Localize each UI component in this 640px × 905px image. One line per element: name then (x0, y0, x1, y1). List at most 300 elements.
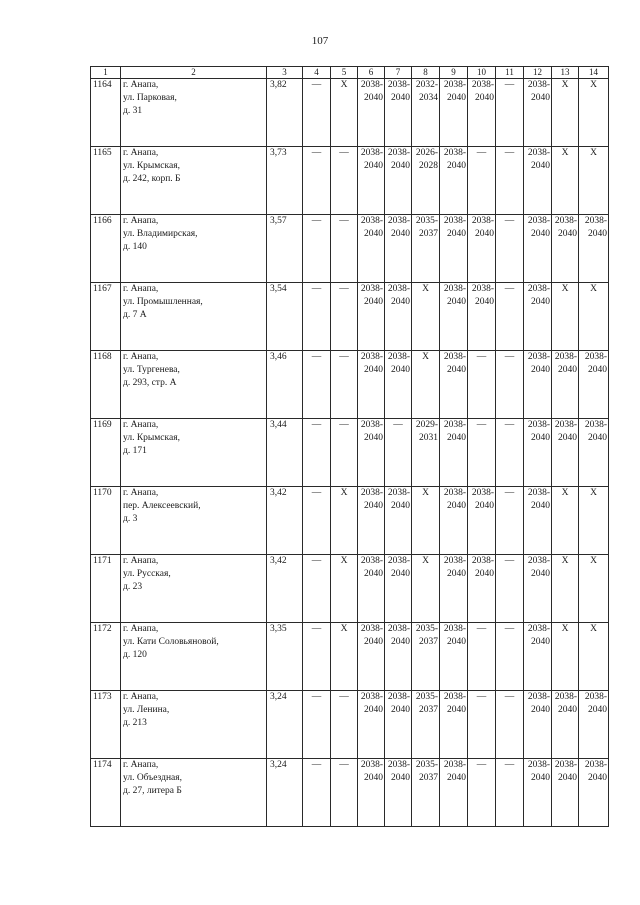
cell-line: ул. Парковая, (123, 93, 177, 103)
cell-line: 2040 (364, 229, 383, 239)
column-header: 9 (440, 67, 468, 79)
period-cell-c12 (524, 419, 552, 487)
cell-line: 2040 (588, 229, 607, 239)
cell-line: 2040 (531, 229, 550, 239)
column-header: 5 (331, 67, 358, 79)
period-cell-c11: — (496, 555, 524, 623)
cell-line: 2038- (360, 556, 383, 566)
value-cell: 3,82 (267, 79, 303, 147)
period-cell-c6 (358, 147, 385, 215)
period-cell-c12 (524, 147, 552, 215)
period-cell-c13 (552, 759, 579, 827)
period-cell-c7 (385, 147, 412, 215)
period-cell-c11: — (496, 759, 524, 827)
period-cell-c8: X (412, 351, 440, 419)
cell-line: 2040 (391, 93, 410, 103)
table-row (91, 759, 609, 827)
cell-line: 2040 (531, 365, 550, 375)
cell-line: 2040 (391, 501, 410, 511)
period-cell-c10: — (468, 147, 496, 215)
table-row (91, 147, 609, 215)
period-cell-c10 (468, 487, 496, 555)
cell-line: 2040 (364, 705, 383, 715)
period-cell-c12 (524, 487, 552, 555)
period-cell-c5: X (331, 79, 358, 147)
address-cell (121, 759, 267, 827)
cell-line: 2035- (415, 216, 438, 226)
address-cell (121, 215, 267, 283)
cell-line: 2038- (360, 352, 383, 362)
cell-line: ул. Владимирская, (123, 229, 198, 239)
cell-line: 2038- (584, 760, 607, 770)
table-body (91, 79, 609, 827)
period-cell-c5: — (331, 215, 358, 283)
cell-line: 2040 (475, 229, 494, 239)
column-header: 10 (468, 67, 496, 79)
table-row (91, 419, 609, 487)
period-cell-c13: X (552, 283, 579, 351)
cell-line: 2040 (391, 297, 410, 307)
cell-line: д. 213 (123, 718, 147, 728)
address-cell (121, 147, 267, 215)
cell-line: 2040 (558, 365, 577, 375)
period-cell-c12 (524, 623, 552, 691)
cell-line: 2038- (527, 80, 550, 90)
period-cell-c4: — (303, 215, 331, 283)
cell-line: г. Анапа, (123, 624, 159, 634)
cell-line: 2038- (360, 624, 383, 634)
period-cell-c9 (440, 623, 468, 691)
cell-line: 2038- (443, 760, 466, 770)
record-number-cell: 1170 (91, 487, 121, 555)
period-cell-c8: X (412, 555, 440, 623)
value-cell: 3,24 (267, 759, 303, 827)
cell-line: 2040 (447, 569, 466, 579)
cell-line: 2038- (471, 80, 494, 90)
period-cell-c8 (412, 419, 440, 487)
period-cell-c7 (385, 351, 412, 419)
period-cell-c5: — (331, 147, 358, 215)
column-header: 4 (303, 67, 331, 79)
cell-line: 2040 (447, 229, 466, 239)
cell-line: 2040 (364, 93, 383, 103)
period-cell-c9 (440, 419, 468, 487)
period-cell-c5: — (331, 351, 358, 419)
cell-line: 2040 (447, 501, 466, 511)
capital-repair-table (90, 66, 609, 827)
period-cell-c4: — (303, 759, 331, 827)
cell-line: 2040 (364, 773, 383, 783)
cell-line: 2038- (527, 420, 550, 430)
cell-line: 2038- (527, 692, 550, 702)
cell-line: 2038- (387, 556, 410, 566)
column-header: 11 (496, 67, 524, 79)
value-cell: 3,35 (267, 623, 303, 691)
period-cell-c8 (412, 623, 440, 691)
period-cell-c6 (358, 215, 385, 283)
cell-line: 2040 (475, 569, 494, 579)
address-cell (121, 623, 267, 691)
cell-line: 2040 (447, 773, 466, 783)
cell-line: 2038- (443, 488, 466, 498)
cell-line: 2038- (443, 80, 466, 90)
period-cell-c4: — (303, 555, 331, 623)
cell-line: 2032- (415, 80, 438, 90)
cell-line: 2034 (419, 93, 438, 103)
cell-line: 2040 (391, 637, 410, 647)
period-cell-c14 (579, 691, 609, 759)
cell-line: 2038- (360, 760, 383, 770)
cell-line: 2040 (531, 637, 550, 647)
cell-line: 2040 (364, 365, 383, 375)
cell-line: 2038- (360, 216, 383, 226)
cell-line: 2038- (584, 216, 607, 226)
period-cell-c11: — (496, 623, 524, 691)
cell-line: ул. Тургенева, (123, 365, 180, 375)
period-cell-c4: — (303, 691, 331, 759)
period-cell-c9 (440, 759, 468, 827)
cell-line: д. 171 (123, 446, 147, 456)
cell-line: 2038- (387, 80, 410, 90)
period-cell-c6 (358, 487, 385, 555)
period-cell-c6 (358, 691, 385, 759)
period-cell-c8: X (412, 283, 440, 351)
period-cell-c14 (579, 759, 609, 827)
period-cell-c13: X (552, 79, 579, 147)
cell-line: 2040 (364, 433, 383, 443)
value-cell: 3,73 (267, 147, 303, 215)
period-cell-c9 (440, 147, 468, 215)
period-cell-c10: — (468, 419, 496, 487)
cell-line: 2031 (419, 433, 438, 443)
page-number: 107 (311, 35, 329, 47)
cell-line: 2038- (443, 692, 466, 702)
cell-line: 2038- (443, 624, 466, 634)
cell-line: 2038- (443, 420, 466, 430)
cell-line: г. Анапа, (123, 556, 159, 566)
cell-line: г. Анапа, (123, 216, 159, 226)
cell-line: 2040 (447, 637, 466, 647)
cell-line: 2040 (391, 569, 410, 579)
period-cell-c12 (524, 555, 552, 623)
record-number-cell: 1173 (91, 691, 121, 759)
cell-line: 2040 (531, 569, 550, 579)
column-header: 7 (385, 67, 412, 79)
period-cell-c7 (385, 79, 412, 147)
column-header: 12 (524, 67, 552, 79)
cell-line: 2026- (415, 148, 438, 158)
period-cell-c8 (412, 79, 440, 147)
value-cell: 3,42 (267, 487, 303, 555)
cell-line: 2037 (419, 705, 438, 715)
cell-line: 2038- (584, 352, 607, 362)
cell-line: 2038- (471, 488, 494, 498)
cell-line: 2038- (387, 284, 410, 294)
table-row (91, 555, 609, 623)
value-cell: 3,57 (267, 215, 303, 283)
record-number-cell: 1166 (91, 215, 121, 283)
address-cell (121, 79, 267, 147)
table-row (91, 79, 609, 147)
cell-line: 2038- (471, 284, 494, 294)
cell-line: 2038- (527, 148, 550, 158)
cell-line: д. 23 (123, 582, 143, 592)
address-cell (121, 555, 267, 623)
cell-line: 2040 (447, 161, 466, 171)
cell-line: 2040 (558, 229, 577, 239)
period-cell-c13: X (552, 555, 579, 623)
period-cell-c6 (358, 555, 385, 623)
cell-line: 2038- (527, 624, 550, 634)
period-cell-c11: — (496, 79, 524, 147)
period-cell-c5: — (331, 691, 358, 759)
cell-line: 2038- (471, 556, 494, 566)
cell-line: 2040 (391, 705, 410, 715)
period-cell-c10: — (468, 759, 496, 827)
period-cell-c4: — (303, 79, 331, 147)
period-cell-c7: — (385, 419, 412, 487)
cell-line: 2038- (554, 760, 577, 770)
cell-line: 2038- (387, 624, 410, 634)
period-cell-c7 (385, 487, 412, 555)
period-cell-c13 (552, 215, 579, 283)
cell-line: г. Анапа, (123, 692, 159, 702)
cell-line: 2038- (360, 80, 383, 90)
cell-line: д. 242, корп. Б (123, 174, 181, 184)
period-cell-c7 (385, 283, 412, 351)
period-cell-c11: — (496, 283, 524, 351)
cell-line: 2040 (558, 433, 577, 443)
cell-line: 2038- (584, 420, 607, 430)
period-cell-c14: X (579, 623, 609, 691)
cell-line: 2038- (443, 284, 466, 294)
period-cell-c8 (412, 147, 440, 215)
cell-line: 2040 (475, 93, 494, 103)
cell-line: 2038- (554, 420, 577, 430)
period-cell-c6 (358, 79, 385, 147)
table-row (91, 283, 609, 351)
period-cell-c6 (358, 759, 385, 827)
period-cell-c5: — (331, 419, 358, 487)
period-cell-c9 (440, 79, 468, 147)
record-number-cell: 1168 (91, 351, 121, 419)
period-cell-c4: — (303, 351, 331, 419)
cell-line: 2040 (447, 297, 466, 307)
cell-line: 2040 (531, 705, 550, 715)
cell-line: д. 27, литера Б (123, 786, 182, 796)
period-cell-c5: — (331, 759, 358, 827)
cell-line: 2038- (584, 692, 607, 702)
address-cell (121, 487, 267, 555)
column-header: 14 (579, 67, 609, 79)
address-cell (121, 691, 267, 759)
cell-line: ул. Промышленная, (123, 297, 203, 307)
cell-line: 2038- (443, 352, 466, 362)
cell-line: 2038- (360, 420, 383, 430)
cell-line: ул. Крымская, (123, 433, 180, 443)
record-number-cell: 1171 (91, 555, 121, 623)
record-number-cell: 1164 (91, 79, 121, 147)
table-row (91, 691, 609, 759)
value-cell: 3,44 (267, 419, 303, 487)
value-cell: 3,54 (267, 283, 303, 351)
cell-line: 2038- (527, 284, 550, 294)
period-cell-c14: X (579, 555, 609, 623)
cell-line: 2038- (360, 148, 383, 158)
address-cell (121, 283, 267, 351)
period-cell-c13: X (552, 623, 579, 691)
cell-line: г. Анапа, (123, 352, 159, 362)
cell-line: 2038- (527, 352, 550, 362)
period-cell-c8: X (412, 487, 440, 555)
cell-line: 2038- (443, 556, 466, 566)
period-cell-c8 (412, 215, 440, 283)
cell-line: д. 3 (123, 514, 138, 524)
record-number-cell: 1169 (91, 419, 121, 487)
cell-line: 2040 (391, 365, 410, 375)
cell-line: ул. Крымская, (123, 161, 180, 171)
cell-line: пер. Алексеевский, (123, 501, 201, 511)
cell-line: 2040 (447, 93, 466, 103)
cell-line: 2038- (527, 760, 550, 770)
value-cell: 3,42 (267, 555, 303, 623)
cell-line: 2040 (391, 773, 410, 783)
cell-line: ул. Объездная, (123, 773, 182, 783)
period-cell-c6 (358, 283, 385, 351)
cell-line: 2038- (527, 488, 550, 498)
period-cell-c12 (524, 351, 552, 419)
cell-line: 2040 (588, 433, 607, 443)
table-row (91, 623, 609, 691)
cell-line: 2040 (588, 773, 607, 783)
period-cell-c12 (524, 215, 552, 283)
period-cell-c13 (552, 691, 579, 759)
period-cell-c9 (440, 487, 468, 555)
cell-line: 2038- (554, 692, 577, 702)
period-cell-c11: — (496, 487, 524, 555)
cell-line: г. Анапа, (123, 420, 159, 430)
cell-line: 2040 (447, 365, 466, 375)
column-number-row (91, 67, 609, 79)
period-cell-c11: — (496, 419, 524, 487)
cell-line: 2035- (415, 624, 438, 634)
cell-line: 2040 (364, 297, 383, 307)
cell-line: 2035- (415, 760, 438, 770)
cell-line: 2037 (419, 773, 438, 783)
record-number-cell: 1174 (91, 759, 121, 827)
period-cell-c10: — (468, 691, 496, 759)
column-header: 8 (412, 67, 440, 79)
cell-line: 2038- (554, 352, 577, 362)
cell-line: 2040 (475, 501, 494, 511)
cell-line: 2038- (471, 216, 494, 226)
cell-line: д. 31 (123, 106, 143, 116)
cell-line: 2038- (360, 692, 383, 702)
cell-line: 2038- (527, 216, 550, 226)
period-cell-c10: — (468, 623, 496, 691)
table-row (91, 487, 609, 555)
cell-line: д. 120 (123, 650, 147, 660)
cell-line: д. 7 А (123, 310, 147, 320)
cell-line: 2038- (387, 488, 410, 498)
period-cell-c7 (385, 555, 412, 623)
cell-line: 2040 (475, 297, 494, 307)
cell-line: 2038- (387, 760, 410, 770)
cell-line: 2035- (415, 692, 438, 702)
cell-line: 2040 (558, 705, 577, 715)
cell-line: 2038- (360, 284, 383, 294)
period-cell-c11: — (496, 351, 524, 419)
period-cell-c11: — (496, 215, 524, 283)
cell-line: 2040 (364, 501, 383, 511)
period-cell-c6 (358, 351, 385, 419)
cell-line: 2040 (391, 161, 410, 171)
cell-line: 2038- (443, 148, 466, 158)
cell-line: 2040 (588, 705, 607, 715)
cell-line: ул. Кати Соловьяновой, (123, 637, 219, 647)
period-cell-c13: X (552, 487, 579, 555)
cell-line: 2040 (391, 229, 410, 239)
period-cell-c5: X (331, 555, 358, 623)
cell-line: 2038- (387, 148, 410, 158)
cell-line: д. 293, стр. А (123, 378, 177, 388)
address-cell (121, 419, 267, 487)
period-cell-c14 (579, 351, 609, 419)
period-cell-c4: — (303, 623, 331, 691)
column-header: 3 (267, 67, 303, 79)
cell-line: г. Анапа, (123, 80, 159, 90)
period-cell-c4: — (303, 147, 331, 215)
period-cell-c14 (579, 419, 609, 487)
period-cell-c4: — (303, 487, 331, 555)
period-cell-c5: — (331, 283, 358, 351)
column-header: 13 (552, 67, 579, 79)
address-cell (121, 351, 267, 419)
cell-line: 2040 (447, 433, 466, 443)
period-cell-c14 (579, 215, 609, 283)
period-cell-c9 (440, 691, 468, 759)
period-cell-c4: — (303, 419, 331, 487)
cell-line: 2040 (531, 161, 550, 171)
cell-line: 2037 (419, 637, 438, 647)
cell-line: г. Анапа, (123, 148, 159, 158)
period-cell-c14: X (579, 79, 609, 147)
value-cell: 3,24 (267, 691, 303, 759)
cell-line: д. 140 (123, 242, 147, 252)
period-cell-c12 (524, 691, 552, 759)
cell-line: 2038- (387, 692, 410, 702)
period-cell-c10: — (468, 351, 496, 419)
period-cell-c6 (358, 419, 385, 487)
period-cell-c14: X (579, 147, 609, 215)
period-cell-c9 (440, 283, 468, 351)
period-cell-c8 (412, 691, 440, 759)
cell-line: 2040 (364, 637, 383, 647)
cell-line: 2040 (364, 569, 383, 579)
period-cell-c9 (440, 215, 468, 283)
table-row (91, 351, 609, 419)
period-cell-c13: X (552, 147, 579, 215)
cell-line: 2040 (531, 297, 550, 307)
cell-line: 2040 (364, 161, 383, 171)
cell-line: 2038- (387, 216, 410, 226)
period-cell-c12 (524, 79, 552, 147)
cell-line: 2040 (588, 365, 607, 375)
period-cell-c7 (385, 215, 412, 283)
period-cell-c9 (440, 351, 468, 419)
cell-line: ул. Русская, (123, 569, 171, 579)
cell-line: г. Анапа, (123, 488, 159, 498)
